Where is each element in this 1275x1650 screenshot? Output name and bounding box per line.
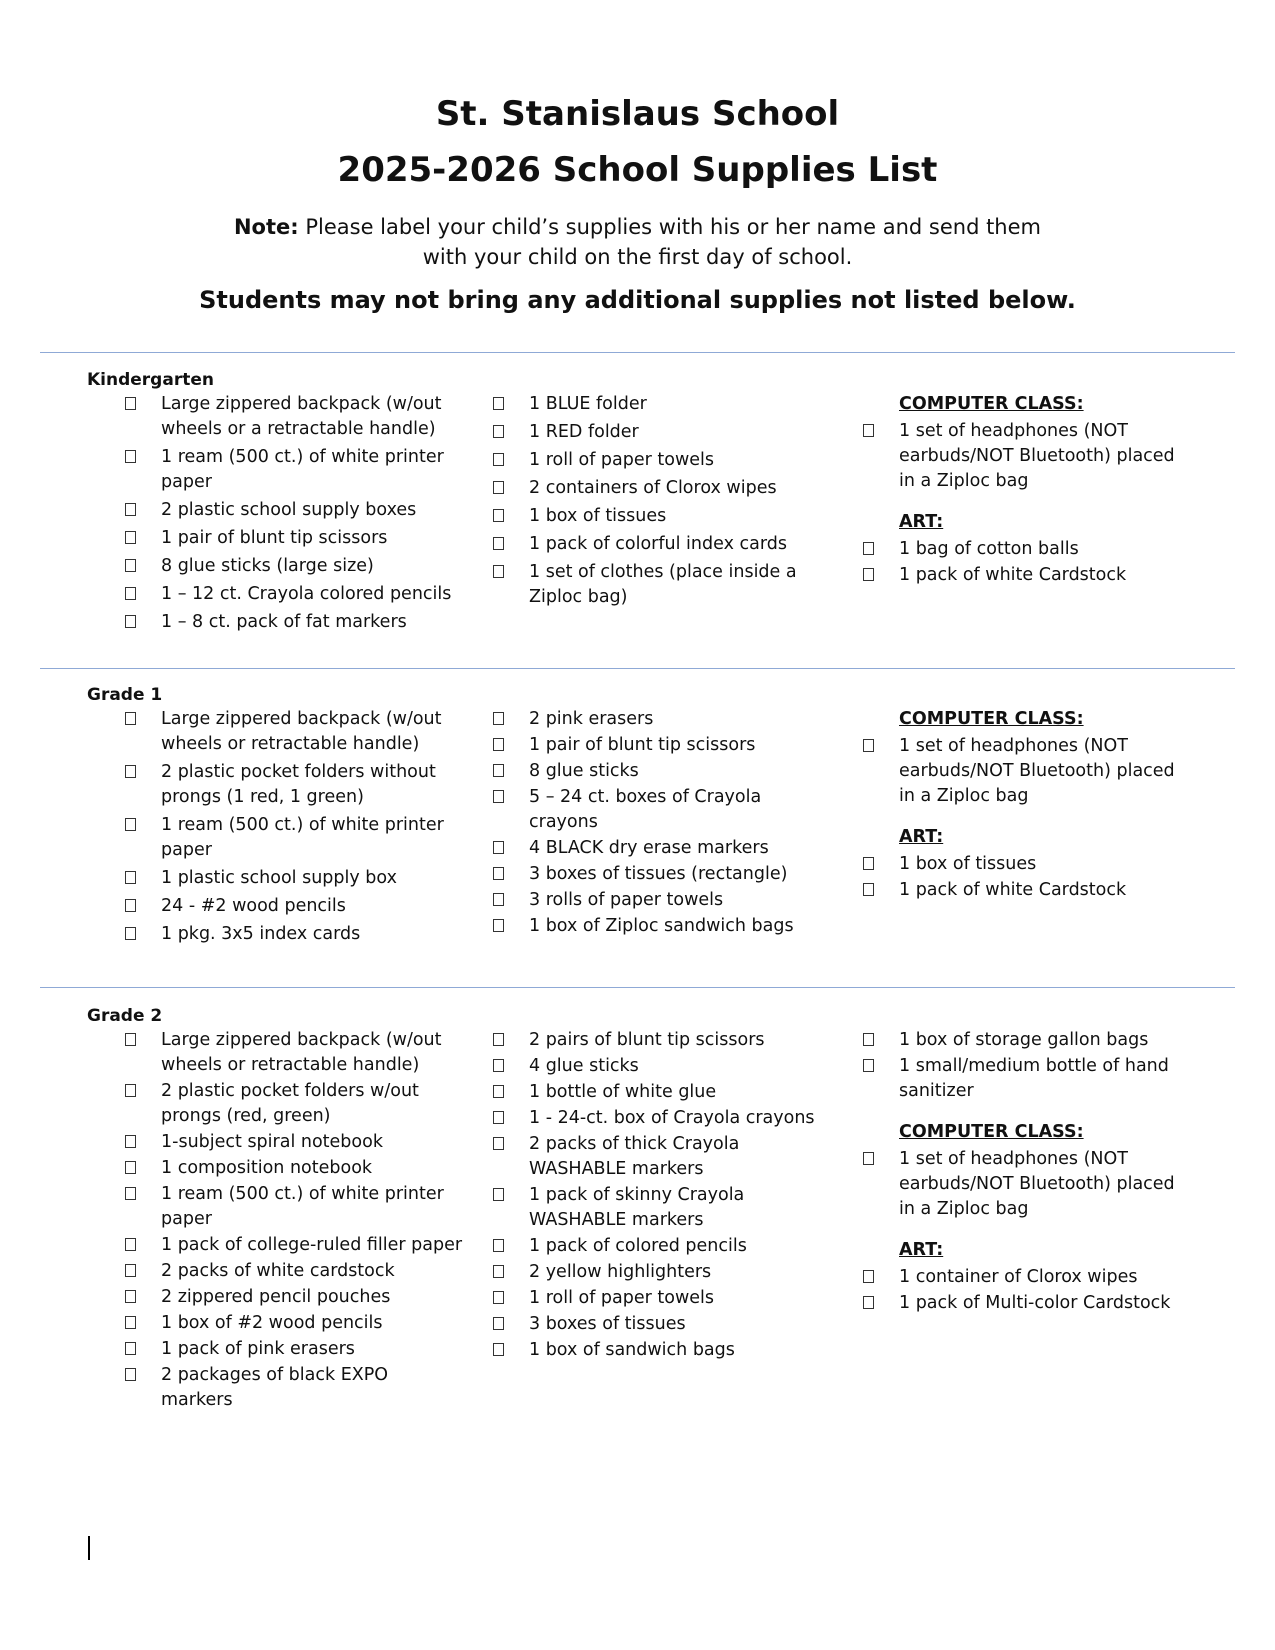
- checklist-item: [493, 560, 833, 610]
- item-label: 1 – 8 ct. pack of fat markers: [161, 612, 407, 632]
- item-label: 1 box of tissues: [899, 854, 1037, 874]
- note-text-line-1: Please label your child’s supplies with his or her name and send them: [305, 215, 1041, 239]
- computer-class-heading: COMPUTER CLASS:: [899, 709, 1084, 729]
- checkbox-icon[interactable]: [863, 883, 874, 896]
- item-label: 1 container of Clorox wipes: [899, 1267, 1138, 1287]
- grade2-column-2: [493, 1028, 833, 1364]
- checklist-item: [493, 532, 833, 557]
- checklist: [863, 734, 1193, 809]
- checkbox-icon[interactable]: [125, 559, 136, 572]
- item-label: 1 pack of pink erasers: [161, 1339, 355, 1359]
- item-label: 3 rolls of paper towels: [529, 890, 724, 910]
- checklist-item: [493, 1106, 833, 1131]
- checklist-item: [493, 1338, 833, 1363]
- checklist-item: [863, 537, 1193, 562]
- checkbox-icon[interactable]: [125, 1033, 136, 1046]
- checklist-item: [493, 1260, 833, 1285]
- checkbox-icon[interactable]: [863, 542, 874, 555]
- checklist-item: [493, 914, 833, 939]
- checklist-item: [125, 554, 465, 579]
- checkbox-icon[interactable]: [493, 893, 504, 906]
- checkbox-icon[interactable]: [863, 739, 874, 752]
- note-text-line-2: with your child on the first day of school.: [422, 245, 853, 269]
- checklist-item: [493, 392, 833, 417]
- checklist-item: [125, 1233, 465, 1258]
- item-label: 1 composition notebook: [161, 1158, 373, 1178]
- checklist-item: [125, 1363, 465, 1413]
- checklist-item: [125, 392, 465, 442]
- item-label: 1 pair of blunt tip scissors: [161, 528, 388, 548]
- checklist-item: [493, 1286, 833, 1311]
- checklist-item: [125, 813, 465, 863]
- item-label: 1 – 12 ct. Crayola colored pencils: [161, 584, 452, 604]
- document-header: [0, 86, 1275, 316]
- checkbox-icon[interactable]: [493, 537, 504, 550]
- note-label: Note:: [233, 215, 299, 239]
- checkbox-icon[interactable]: [863, 1059, 874, 1072]
- item-label: 1 box of Ziploc sandwich bags: [529, 916, 794, 936]
- checkbox-icon[interactable]: [125, 531, 136, 544]
- item-label: 2 packs of thick Crayola WASHABLE markers: [529, 1134, 740, 1179]
- checkbox-icon[interactable]: [493, 509, 504, 522]
- checklist-item: [493, 504, 833, 529]
- checkbox-icon[interactable]: [125, 871, 136, 884]
- checkbox-icon[interactable]: [493, 1033, 504, 1046]
- checkbox-icon[interactable]: [125, 1264, 136, 1277]
- checklist-item: [493, 1080, 833, 1105]
- checkbox-icon[interactable]: [863, 857, 874, 870]
- item-label: 1 ream (500 ct.) of white printer paper: [161, 1184, 444, 1229]
- checklist-item: [125, 707, 465, 757]
- checklist: [493, 1028, 833, 1363]
- item-label: 2 pairs of blunt tip scissors: [529, 1030, 765, 1050]
- checklist-item: [125, 1182, 465, 1232]
- computer-class-heading: COMPUTER CLASS:: [899, 394, 1084, 414]
- item-label: 1 plastic school supply box: [161, 868, 397, 888]
- kindergarten-column-3: [863, 392, 1193, 589]
- checkbox-icon[interactable]: [493, 1111, 504, 1124]
- checkbox-icon[interactable]: [125, 450, 136, 463]
- checkbox-icon[interactable]: [493, 1059, 504, 1072]
- checklist-item: [125, 1079, 465, 1129]
- checkbox-icon[interactable]: [125, 1161, 136, 1174]
- checkbox-icon[interactable]: [125, 1290, 136, 1303]
- item-label: 1 RED folder: [529, 422, 639, 442]
- checklist-item: [493, 785, 833, 835]
- checkbox-icon[interactable]: [125, 615, 136, 628]
- note: [0, 212, 1275, 272]
- item-label: 3 boxes of tissues (rectangle): [529, 864, 788, 884]
- item-label: 1 box of storage gallon bags: [899, 1030, 1149, 1050]
- checkbox-icon[interactable]: [125, 1238, 136, 1251]
- checklist: [493, 392, 833, 610]
- checkbox-icon[interactable]: [863, 1152, 874, 1165]
- checkbox-icon[interactable]: [493, 1343, 504, 1356]
- grade2-column-1: [125, 1028, 465, 1414]
- checklist: [863, 1147, 1193, 1222]
- checklist: [863, 419, 1193, 494]
- restriction-notice: Students may not bring any additional supplies not listed below.: [199, 286, 1076, 314]
- section-divider: [40, 987, 1235, 988]
- checklist-item: [125, 1028, 465, 1078]
- text-cursor: [88, 1536, 90, 1560]
- checkbox-icon[interactable]: [493, 841, 504, 854]
- checklist-item: [125, 526, 465, 551]
- computer-class-heading: COMPUTER CLASS:: [899, 1122, 1084, 1142]
- checkbox-icon[interactable]: [125, 503, 136, 516]
- school-name: St. Stanislaus School: [435, 94, 840, 134]
- checkbox-icon[interactable]: [493, 397, 504, 410]
- grade1-column-3: [863, 707, 1193, 904]
- item-label: 1 bag of cotton balls: [899, 539, 1079, 559]
- checklist: [493, 707, 833, 939]
- grade1-column-2: [493, 707, 833, 940]
- checkbox-icon[interactable]: [493, 425, 504, 438]
- checklist-item: [125, 760, 465, 810]
- item-label: 1 set of headphones (NOT earbuds/NOT Bluetooth) placed in a Ziploc bag: [899, 736, 1175, 806]
- checklist-item: [493, 1312, 833, 1337]
- checkbox-icon[interactable]: [493, 867, 504, 880]
- item-label: Large zippered backpack (w/out wheels or retractable handle): [161, 709, 442, 754]
- item-label: 2 plastic pocket folders without prongs (1 red, 1 green): [161, 762, 436, 807]
- item-label: 1 pack of white Cardstock: [899, 565, 1127, 585]
- item-label: 1 pack of white Cardstock: [899, 880, 1127, 900]
- item-label: 2 zippered pencil pouches: [161, 1287, 391, 1307]
- grade1-column-1: [125, 707, 465, 950]
- checkbox-icon[interactable]: [493, 1317, 504, 1330]
- checklist-item: [125, 445, 465, 495]
- art-heading: ART:: [899, 1240, 944, 1260]
- checklist-item: [493, 707, 833, 732]
- section-title: Grade 1: [87, 685, 163, 705]
- item-label: 3 boxes of tissues: [529, 1314, 686, 1334]
- item-label: 1 pack of Multi-color Cardstock: [899, 1293, 1171, 1313]
- item-label: 1 box of #2 wood pencils: [161, 1313, 383, 1333]
- checkbox-icon[interactable]: [493, 1188, 504, 1201]
- item-label: 1 box of tissues: [529, 506, 667, 526]
- checklist-item: [493, 1028, 833, 1053]
- item-label: 8 glue sticks (large size): [161, 556, 374, 576]
- item-label: 24 - #2 wood pencils: [161, 896, 346, 916]
- art-heading: ART:: [899, 827, 944, 847]
- checklist-item: [125, 1311, 465, 1336]
- item-label: 1 bottle of white glue: [529, 1082, 717, 1102]
- item-label: 1 pack of college-ruled filler paper: [161, 1235, 463, 1255]
- checkbox-icon[interactable]: [125, 899, 136, 912]
- item-label: 2 packs of white cardstock: [161, 1261, 395, 1281]
- kindergarten-column-1: [125, 392, 465, 638]
- checklist-item: [493, 448, 833, 473]
- checkbox-icon[interactable]: [493, 1265, 504, 1278]
- checkbox-icon[interactable]: [863, 1270, 874, 1283]
- item-label: 1 BLUE folder: [529, 394, 647, 414]
- checkbox-icon[interactable]: [863, 1033, 874, 1046]
- item-label: 2 pink erasers: [529, 709, 654, 729]
- checkbox-icon[interactable]: [493, 712, 504, 725]
- checklist-item: [125, 894, 465, 919]
- checklist-item: [863, 1265, 1193, 1290]
- checkbox-icon[interactable]: [125, 818, 136, 831]
- checklist-item: [493, 759, 833, 784]
- checkbox-icon[interactable]: [493, 453, 504, 466]
- checkbox-icon[interactable]: [493, 481, 504, 494]
- checklist: [863, 1028, 1193, 1104]
- item-label: 2 plastic pocket folders w/out prongs (red, green): [161, 1081, 419, 1126]
- checklist: [863, 852, 1193, 903]
- checklist-item: [125, 1259, 465, 1284]
- item-label: 1 - 24-ct. box of Crayola crayons: [529, 1108, 815, 1128]
- checklist-item: [493, 836, 833, 861]
- checklist: [125, 1028, 465, 1413]
- checkbox-icon[interactable]: [125, 1135, 136, 1148]
- checklist-item: [493, 1183, 833, 1233]
- checklist-item: [863, 1028, 1193, 1053]
- item-label: 1 roll of paper towels: [529, 1288, 715, 1308]
- checklist-item: [863, 878, 1193, 903]
- checkbox-icon[interactable]: [125, 712, 136, 725]
- checklist-item: [493, 420, 833, 445]
- checklist-item: [493, 1054, 833, 1079]
- art-heading: ART:: [899, 512, 944, 532]
- checklist-item: [125, 498, 465, 523]
- checkbox-icon[interactable]: [863, 424, 874, 437]
- item-label: 1 pack of skinny Crayola WASHABLE markers: [529, 1185, 745, 1230]
- checklist-item: [863, 852, 1193, 877]
- checkbox-icon[interactable]: [125, 1084, 136, 1097]
- checklist-item: [863, 1291, 1193, 1316]
- checkbox-icon[interactable]: [493, 1239, 504, 1252]
- checkbox-icon[interactable]: [125, 1342, 136, 1355]
- checkbox-icon[interactable]: [863, 568, 874, 581]
- checkbox-icon[interactable]: [493, 738, 504, 751]
- item-label: 1 set of clothes (place inside a Ziploc bag): [529, 562, 797, 607]
- item-label: 2 packages of black EXPO markers: [161, 1365, 389, 1410]
- checklist-item: [863, 1147, 1193, 1222]
- checklist-item: [125, 1156, 465, 1181]
- section-divider: [40, 668, 1235, 669]
- checklist-item: [493, 888, 833, 913]
- item-label: 1 small/medium bottle of hand sanitizer: [899, 1056, 1169, 1101]
- section-title: Kindergarten: [87, 370, 214, 390]
- checklist: [125, 707, 465, 947]
- checklist-item: [125, 1285, 465, 1310]
- checkbox-icon[interactable]: [125, 1368, 136, 1381]
- checklist-item: [863, 419, 1193, 494]
- checklist-item: [493, 862, 833, 887]
- checklist-item: [125, 582, 465, 607]
- checkbox-icon[interactable]: [863, 1296, 874, 1309]
- checklist-item: [125, 610, 465, 635]
- checklist-item: [863, 1054, 1193, 1104]
- item-label: 1 set of headphones (NOT earbuds/NOT Bluetooth) placed in a Ziploc bag: [899, 421, 1175, 491]
- checkbox-icon[interactable]: [125, 1187, 136, 1200]
- checklist-item: [863, 734, 1193, 809]
- section-divider: [40, 352, 1235, 353]
- item-label: 1 pack of colored pencils: [529, 1236, 747, 1256]
- item-label: Large zippered backpack (w/out wheels or retractable handle): [161, 1030, 442, 1075]
- checklist-item: [863, 563, 1193, 588]
- checkbox-icon[interactable]: [493, 919, 504, 932]
- checklist-item: [493, 733, 833, 758]
- checklist: [863, 537, 1193, 588]
- checkbox-icon[interactable]: [125, 397, 136, 410]
- item-label: 2 yellow highlighters: [529, 1262, 712, 1282]
- checkbox-icon[interactable]: [493, 565, 504, 578]
- checklist-item: [125, 1337, 465, 1362]
- checkbox-icon[interactable]: [493, 1085, 504, 1098]
- item-label: 4 glue sticks: [529, 1056, 639, 1076]
- checklist-item: [125, 866, 465, 891]
- item-label: 1-subject spiral notebook: [161, 1132, 383, 1152]
- checklist-item: [125, 922, 465, 947]
- checklist-item: [493, 1234, 833, 1259]
- item-label: 1 roll of paper towels: [529, 450, 715, 470]
- item-label: 5 – 24 ct. boxes of Crayola crayons: [529, 787, 762, 832]
- item-label: 1 ream (500 ct.) of white printer paper: [161, 815, 444, 860]
- item-label: 4 BLACK dry erase markers: [529, 838, 769, 858]
- item-label: 2 plastic school supply boxes: [161, 500, 417, 520]
- checklist-item: [493, 476, 833, 501]
- item-label: 2 containers of Clorox wipes: [529, 478, 777, 498]
- section-title: Grade 2: [87, 1006, 163, 1026]
- checklist-item: [125, 1130, 465, 1155]
- item-label: 1 pack of colorful index cards: [529, 534, 787, 554]
- checkbox-icon[interactable]: [125, 765, 136, 778]
- grade2-column-3: [863, 1028, 1193, 1317]
- checkbox-icon[interactable]: [493, 790, 504, 803]
- checklist-item: [493, 1132, 833, 1182]
- checkbox-icon[interactable]: [493, 1291, 504, 1304]
- item-label: 8 glue sticks: [529, 761, 639, 781]
- checkbox-icon[interactable]: [493, 1137, 504, 1150]
- item-label: 1 pair of blunt tip scissors: [529, 735, 756, 755]
- list-title: 2025-2026 School Supplies List: [337, 150, 938, 190]
- kindergarten-column-2: [493, 392, 833, 613]
- item-label: 1 set of headphones (NOT earbuds/NOT Bluetooth) placed in a Ziploc bag: [899, 1149, 1175, 1219]
- item-label: 1 box of sandwich bags: [529, 1340, 735, 1360]
- checklist: [863, 1265, 1193, 1316]
- item-label: 1 ream (500 ct.) of white printer paper: [161, 447, 444, 492]
- item-label: 1 pkg. 3x5 index cards: [161, 924, 361, 944]
- checkbox-icon[interactable]: [125, 927, 136, 940]
- checkbox-icon[interactable]: [493, 764, 504, 777]
- checkbox-icon[interactable]: [125, 587, 136, 600]
- checkbox-icon[interactable]: [125, 1316, 136, 1329]
- checklist: [125, 392, 465, 635]
- item-label: Large zippered backpack (w/out wheels or a retractable handle): [161, 394, 442, 439]
